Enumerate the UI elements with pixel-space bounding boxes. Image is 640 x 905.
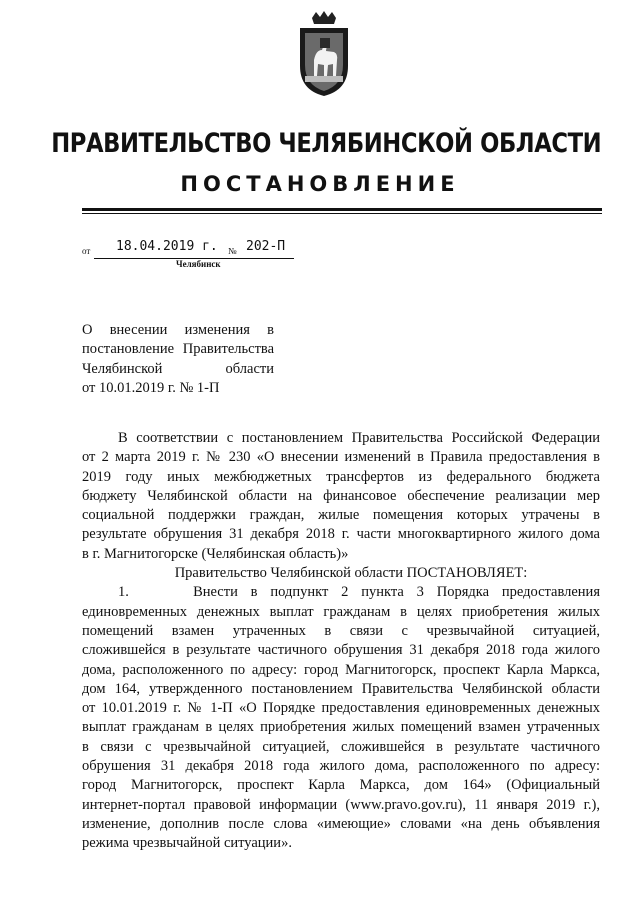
- body-line: изменение, дополнив после слова «имеющие» словами «на день объявления: [82, 815, 600, 832]
- body-line: 1. Внести в подпункт 2 пункта 3 Порядка предоставления: [118, 584, 600, 601]
- body-line: сложившейся в результате частичного обрушения 31 декабря 2018 года жилого: [82, 642, 600, 659]
- body-line: интернет-портал правовой информации (www.pravo.gov.ru), 11 января 2019 г.),: [82, 796, 600, 813]
- body-line: режима чрезвычайной ситуации».: [82, 835, 292, 852]
- resolution-line: Правительство Челябинской области ПОСТАНОВЛЯЕТ:: [174, 565, 528, 582]
- header-rule-thick: [82, 208, 602, 211]
- document-date: 18.04.2019 г.: [116, 239, 218, 254]
- body-line: в связи с чрезвычайной ситуацией, сложившейся в результате частичного: [82, 738, 600, 755]
- subject-line: от 10.01.2019 г. № 1-П: [82, 379, 220, 396]
- body-line: от 10.01.2019 г. № 1-П «О Порядке предоставления единовременных денежных: [82, 700, 600, 717]
- document-body: [82, 429, 600, 854]
- body-line: единовременных денежных выплат гражданам в целях приобретения жилых: [82, 603, 600, 620]
- number-sign-label: №: [228, 246, 237, 256]
- document-number: 202-П: [246, 239, 286, 254]
- body-line: дом 164, утвержденного постановлением Правительства Челябинской области: [82, 680, 600, 697]
- document-subject: [82, 321, 274, 398]
- subject-line: Челябинской области: [82, 360, 274, 377]
- document-type-title: ПОСТАНОВЛЕНИЕ: [180, 172, 460, 196]
- body-line: В соответствии с постановлением Правительства Российской Федерации: [118, 430, 600, 446]
- body-line: обрушения 31 декабря 2018 года жилого дома, расположенного по адресу:: [82, 758, 600, 775]
- body-line: город Магнитогорск, проспект Карла Маркса, дом 164» (Официальный: [82, 777, 600, 794]
- date-prefix-label: от: [82, 246, 91, 256]
- city-name: Челябинск: [176, 259, 221, 269]
- subject-line: постановление Правительства: [82, 341, 274, 358]
- body-line: помещений взамен утраченных в связи с чрезвычайной ситуацией,: [82, 622, 600, 639]
- body-line: в г. Магнитогорске (Челябинская область)»: [82, 545, 349, 562]
- body-line: социальной поддержки граждан, жилые помещения которых утрачены в: [82, 507, 600, 524]
- body-line: бюджету Челябинской области на финансовое обеспечение реализации мер: [82, 487, 600, 504]
- body-line: 2019 году иных межбюджетных трансфертов из федерального бюджета: [82, 468, 600, 485]
- body-line: выплат гражданам в целях приобретения жилых помещений взамен утраченных: [82, 719, 600, 736]
- organization-title: ПРАВИТЕЛЬСТВО ЧЕЛЯБИНСКОЙ ОБЛАСТИ: [51, 128, 602, 159]
- body-line: результате обрушения 31 декабря 2018 г. части многоквартирного жилого дома: [82, 526, 600, 543]
- body-line: от 2 марта 2019 г. № 230 «О внесении изменений в Правила предоставления в: [82, 449, 600, 466]
- coat-of-arms-emblem: [292, 10, 356, 98]
- body-line: дома, расположенного по адресу: город Магнитогорск, проспект Карла Маркса,: [82, 661, 600, 678]
- header-rule-thin: [82, 213, 602, 214]
- subject-line: О внесении изменения в: [82, 322, 274, 338]
